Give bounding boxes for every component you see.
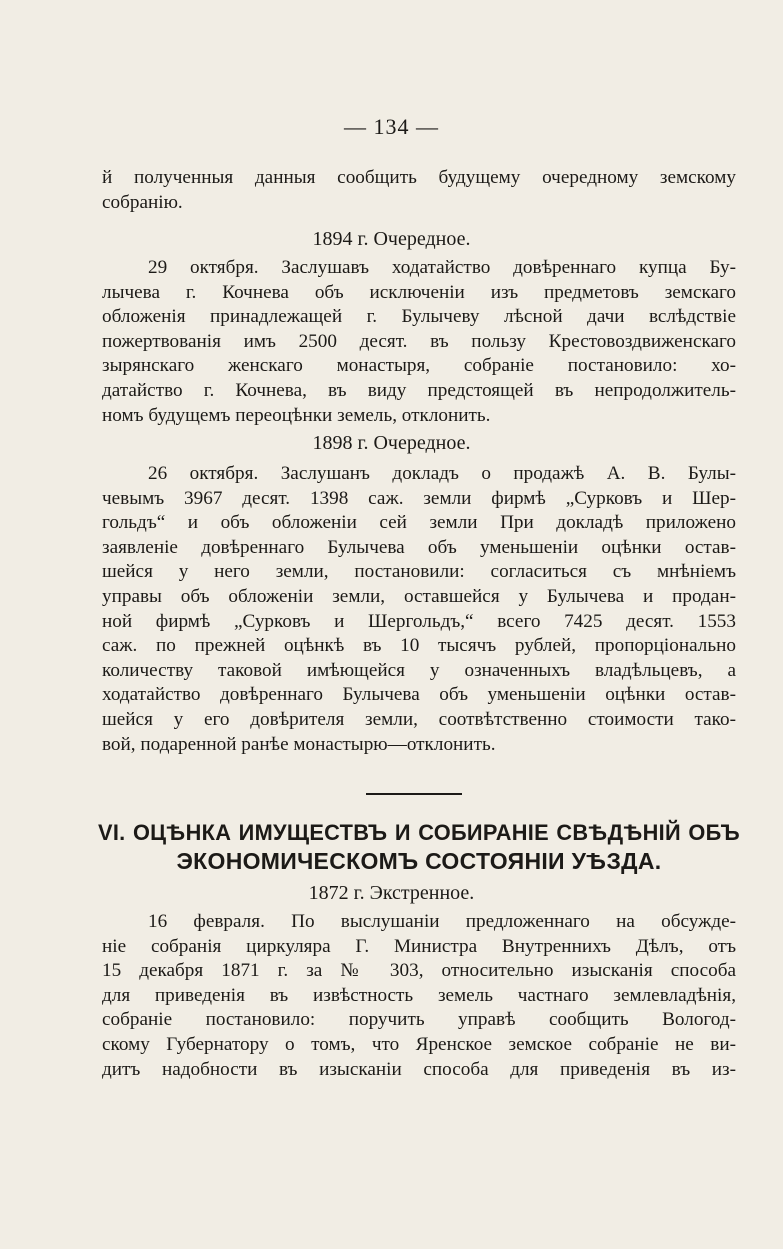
text-line: 16 февраля. По выслушаніи предложеннаго на обсужде- <box>148 911 736 932</box>
text-line: для приведенія въ извѣстность земель частнаго землевладѣнія, <box>102 984 736 1006</box>
text-line: номъ будущемъ переоцѣнки земель, отклонить. <box>102 404 491 426</box>
text-line: дитъ надобности въ изысканіи способа для приведенія въ из- <box>102 1058 736 1080</box>
session-heading-1898: 1898 г. Очередное. <box>312 432 471 454</box>
text-line: шейся у его довѣрителя земли, соотвѣтственно стоимости тако- <box>102 708 736 730</box>
text-line: лычева г. Кочнева объ исключеніи изъ предметовъ земскаго <box>102 281 736 303</box>
text-line: ной фирмѣ „Сурковъ и Шергольдъ,“ всего 7425 десят. 1553 <box>102 610 736 632</box>
text-line: собраніе постановило: поручить управѣ сообщить Вологод- <box>102 1009 736 1031</box>
paragraph-1898 <box>102 462 736 757</box>
text-line: 15 декабря 1871 г. за № 303, относительно изысканія способа <box>102 960 736 982</box>
page-number: — 134 — <box>344 114 439 139</box>
session-heading-1894: 1894 г. Очередное. <box>312 228 471 250</box>
text-line: гольдъ“ и объ обложеніи сей земли При докладѣ приложено <box>102 512 736 534</box>
text-line: саж. по прежней оцѣнкѣ въ 10 тысячъ рублей, пропорціонально <box>102 635 736 657</box>
text-line: управы объ обложеніи земли, оставшейся у Булычева и продан- <box>102 585 736 607</box>
paragraph-continuation <box>102 166 736 215</box>
text-line: й полученныя данныя сообщить будущему очередному земскому <box>102 167 736 188</box>
text-line: шейся у него земли, постановили: согласиться съ мнѣніемъ <box>102 561 736 583</box>
text-line: количеству таковой имѣющейся у означенныхъ владѣльцевъ, а <box>102 659 736 681</box>
section-divider <box>366 793 462 795</box>
text-line: ніе собранія циркуляра Г. Министра Внутреннихъ Дѣлъ, отъ <box>102 935 736 957</box>
section-heading-line-1: VI. ОЦѢНКА ИМУЩЕСТВЪ И СОБИРАНІЕ СВѢДѢНІЙ ОБЪ <box>98 820 740 845</box>
text-line: пожертвованія имъ 2500 десят. въ пользу Крестовоздвиженскаго <box>102 330 736 352</box>
text-line: обложенія принадлежащей г. Булычеву лѣсной дачи вслѣдствіе <box>102 306 736 328</box>
text-line: чевымъ 3967 десят. 1398 саж. земли фирмѣ „Сурковъ и Шер- <box>102 487 736 509</box>
paragraph-1872 <box>102 910 736 1082</box>
text-line: зырянскаго женскаго монастыря, собраніе постановило: хо- <box>102 355 736 377</box>
text-line: заявленіе довѣреннаго Булычева объ уменьшеніи оцѣнки остав- <box>102 536 736 558</box>
text-line: вой, подаренной ранѣе монастырю—отклонить. <box>102 733 496 755</box>
session-heading-1872: 1872 г. Экстренное. <box>308 882 475 904</box>
text-line: 29 октября. Заслушавъ ходатайство довѣреннаго купца Бу- <box>148 257 736 278</box>
text-line: датайство г. Кочнева, въ виду предстоящей въ непродолжитель- <box>102 379 736 401</box>
text-line: ходатайство довѣреннаго Булычева объ уменьшеніи оцѣнки остав- <box>102 684 736 706</box>
section-heading-line-2: ЭКОНОМИЧЕСКОМЪ СОСТОЯНІИ УѢЗДА. <box>176 848 662 874</box>
text-line: 26 октября. Заслушанъ докладъ о продажѣ А. В. Булы- <box>148 463 736 484</box>
paragraph-1894 <box>102 256 736 428</box>
text-line: скому Губернатору о томъ, что Яренское земское собраніе не ви- <box>102 1033 736 1055</box>
text-line: собранію. <box>102 191 183 213</box>
section-heading <box>98 818 740 876</box>
